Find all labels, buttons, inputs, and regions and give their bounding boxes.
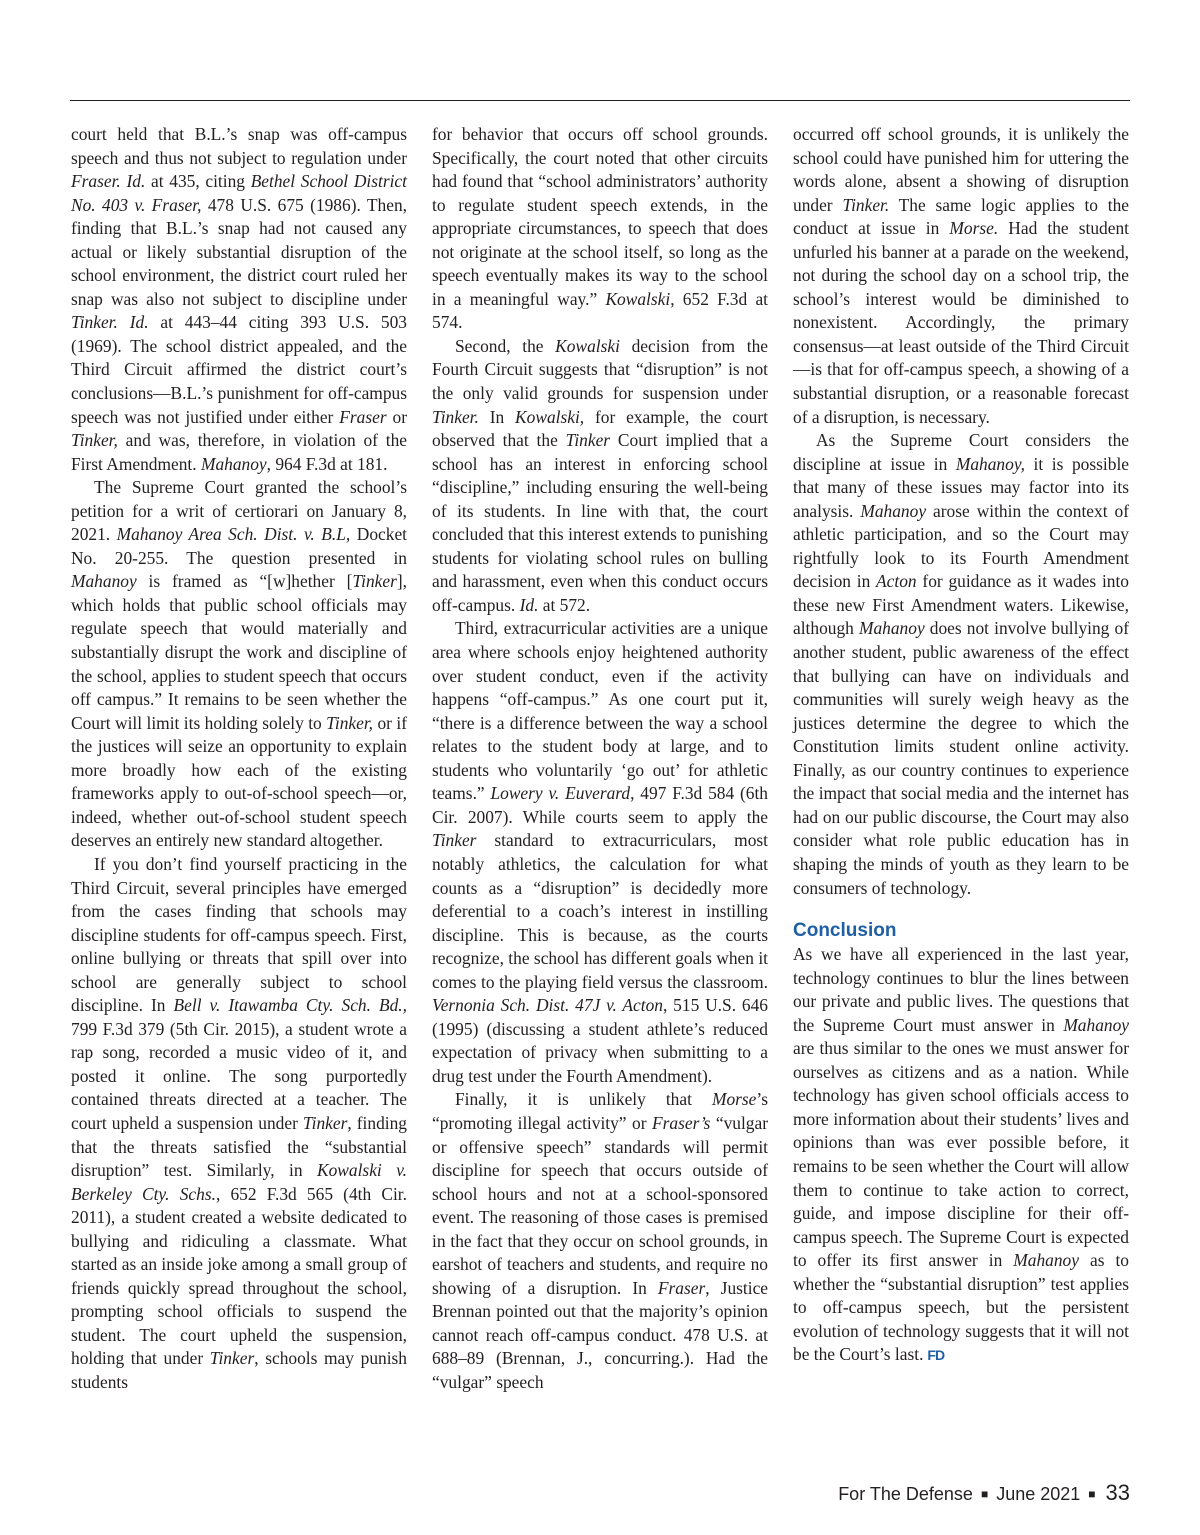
paragraph: Second, the Kowalski decision from the Fourth Circuit suggests that “disruption” is not the only valid grounds for suspension under Tinker. In Kowalski, for example, the court observed that the Tinker Court implied that a school has an interest in enforcing school “discipline,” including ensuring the well-being of its students. In line with that, the court concluded that this interest extends to punishing students for violating school rules on bulling and harassment, even when this conduct occurs off-campus. Id. at 572. [432,335,768,615]
issue-date: June 2021 [996,1484,1081,1504]
page-footer [838,1480,1130,1509]
paragraph: court held that B.L.’s snap was off-campus speech and thus not subject to regulation under Fraser. Id. at 435, citing Bethel School District No. 403 v. Fraser, 478 U.S. 675 (1986). Then, finding that B.L.’s snap had not caused any actual or likely substantial disruption of the school environment, the district court ruled her snap was also not subject to discipline under Tinker. Id. at 443–44 citing 393 U.S. 503 (1969). The school district appealed, and the Third Circuit affirmed the district court’s conclusions—B.L.’s punishment for off-campus speech was not justified under either Fraser or Tinker, and was, therefore, in violation of the First Amendment. Mahanoy, 964 F.3d at 181. [71,124,408,474]
column-3 [793,123,1129,1367]
paragraph: occurred off school grounds, it is unlikely the school could have punished him for uttering the words alone, absent a showing of disruption under Tinker. The same logic applies to the conduct at issue in Morse. Had the student unfurled his banner at a parade on the weekend, not during the school day on a school trip, the school’s interest would be diminished to nonexistent. Accordingly, the primary consensus—at least outside of the Third Circuit—is that for off-campus speech, a showing of a substantial disruption, or a reasonable forecast of a disruption, is necessary. [793,124,1129,427]
section-heading: Conclusion [793,920,897,942]
publication-name: For The Defense [838,1484,973,1504]
paragraph: As we have all experienced in the last year, technology continues to blur the lines between our private and public lives. The questions that the Supreme Court must answer in Mahanoy are thus similar to the ones we must answer for ourselves as citizens and as a nation. While technology has given school officials access to more information about their students’ lives and opinions than was ever possible before, it remains to be seen whether the Court will allow them to continue to take action to correct, guide, and impose discipline for their off-campus speech. The Supreme Court is expected to offer its first answer in Mahanoy as to whether the “substantial disruption” test applies to off-campus speech, but the persistent evolution of technology suggests that it will not be the Court’s last. FD [793,944,1129,1365]
paragraph: If you don’t find yourself practicing in the Third Circuit, several principles have emerged from the cases finding that schools may discipline students for off-campus speech. First, online bullying or threats that spill over into school are generally subject to school discipline. In Bell v. Itawamba Cty. Sch. Bd., 799 F.3d 379 (5th Cir. 2015), a student wrote a rap song, recorded a music video of it, and posted it online. The song purportedly contained threats directed at a teacher. The court upheld a suspension under Tinker, finding that the threats satisfied the “substantial disruption” test. Similarly, in Kowalski v. Berkeley Cty. Schs., 652 F.3d 565 (4th Cir. 2011), a student created a website dedicated to bullying and ridiculing a classmate. What started as an inside joke among a small group of friends quickly spread throughout the school, prompting school officials to suspend the student. The court upheld the suspension, holding that under Tinker, schools may punish students [71,853,408,1392]
paragraph: Third, extracurricular activities are a unique area where schools enjoy heightened authority over student conduct, even if the activity happens “off-campus.” As one court put it, “there is a difference between the way a school relates to the student body at large, and to students who voluntarily ‘go out’ for athletic teams.” Lowery v. Euverard, 497 F.3d 584 (6th Cir. 2007). While courts seem to apply the Tinker standard to extracurriculars, most notably athletics, the calculation for what counts as a “disruption” is decidedly more deferential to a coach’s interest in instilling discipline. This is because, as the courts recognize, the school has different goals when it comes to the playing field versus the classroom. Vernonia Sch. Dist. 47J v. Acton, 515 U.S. 646 (1995) (discussing a student athlete’s reduced expectation of privacy when submitting to a drug test under the Fourth Amendment). [432,618,768,1086]
bullet-icon: ■ [980,1487,989,1501]
bullet-icon: ■ [1088,1487,1096,1501]
paragraph: for behavior that occurs off school grounds. Specifically, the court noted that other circuits had found that “school administrators’ authority to regulate student speech extends, in the appropriate circumstances, to speech that does not originate at the school itself, so long as the speech eventually makes its way to the school in a meaningful way.” Kowalski, 652 F.3d at 574. [432,124,768,333]
fd-logo-icon: FD [927,1347,945,1364]
top-rule [70,100,1130,101]
column-2 [432,123,768,1395]
column-1 [71,123,407,1395]
paragraph: As the Supreme Court considers the discipline at issue in Mahanoy, it is possible that many of these issues may factor into its analysis. Mahanoy arose within the context of athletic participation, and so the Court may rightfully look to its Fourth Amendment decision in Acton for guidance as it wades into these new First Amendment waters. Likewise, although Mahanoy does not involve bullying of another student, public awareness of the effect that bullying can have on individuals and communities will surely weigh heavy as the justices determine the degree to which the Constitution limits student online activity. Finally, as our country continues to experience the impact that social media and the internet has had on our public discourse, the Court may also consider what role public education has in shaping the minds of youth as they learn to be consumers of technology. [793,430,1129,898]
paragraph: The Supreme Court granted the school’s petition for a writ of certiorari on January 8, 2021. Mahanoy Area Sch. Dist. v. B.L, Docket No. 20-255. The question presented in Mahanoy is framed as “[w]hether [Tinker], which holds that public school officials may regulate speech that would materially and substantially disrupt the work and discipline of the school, applies to student speech that occurs off campus.” It remains to be seen whether the Court will limit its holding solely to Tinker, or if the justices will seize an opportunity to explain more broadly how each of the existing frameworks apply to out-of-school speech—or, indeed, whether out-of-school student speech deserves an entirely new standard altogether. [71,477,407,851]
page-number: 33 [1105,1480,1130,1505]
paragraph: Finally, it is unlikely that Morse’s “promoting illegal activity” or Fraser’s “vulgar or offensive speech” standards will permit discipline for speech that occurs outside of school hours and not at a school-sponsored event. The reasoning of those cases is premised in the fact that they occur on school grounds, in earshot of teachers and students, and require no showing of a disruption. In Fraser, Justice Brennan pointed out that the majority’s opinion cannot reach off-campus conduct. 478 U.S. at 688–89 (Brennan, J., concurring.). Had the “vulgar” speech [432,1089,769,1392]
